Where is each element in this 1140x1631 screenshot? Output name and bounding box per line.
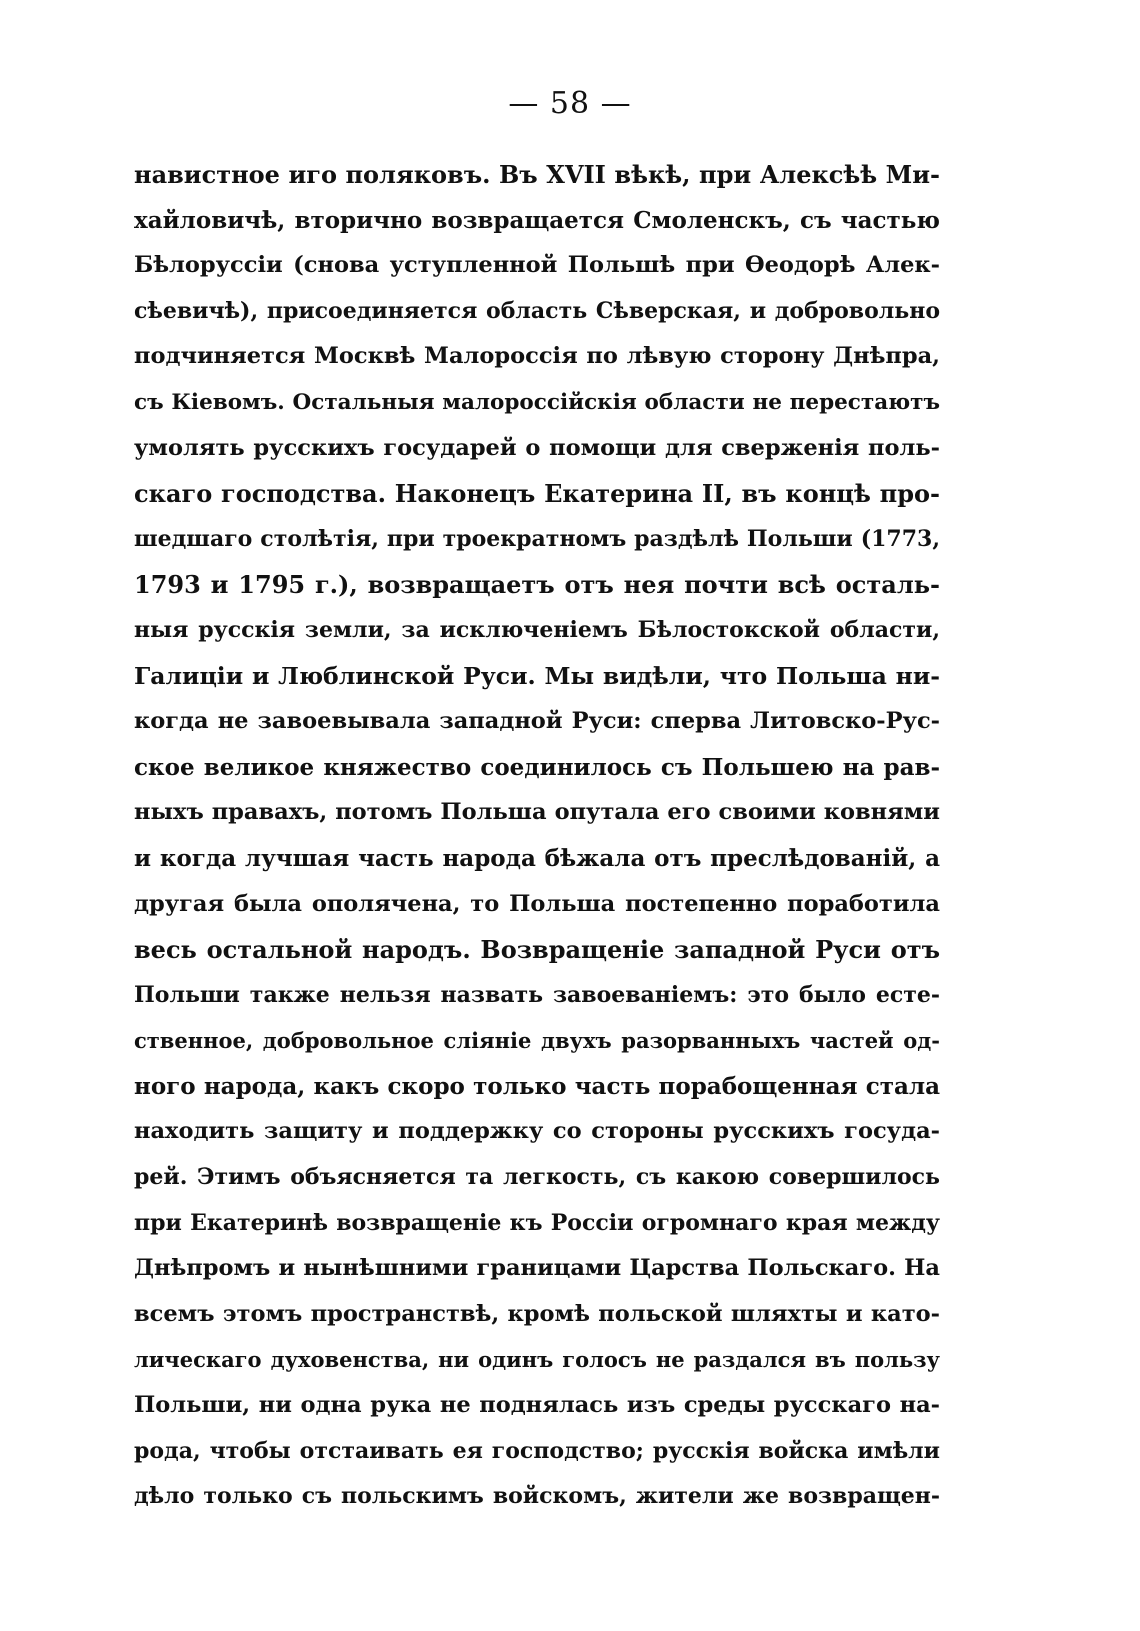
text-line: Польши, ни одна рука не поднялась изъ среды русскаго на-: [134, 1392, 940, 1419]
text-line: находить защиту и поддержку со стороны русскихъ госуда-: [134, 1118, 940, 1145]
text-line: другая была ополячена, то Польша постепенно поработила: [134, 890, 940, 917]
text-line: ныя русскія земли, за исключеніемъ Бѣлостокской области,: [134, 616, 940, 643]
text-line: ское великое княжество соединилось съ Польшею на рав-: [134, 753, 940, 781]
text-line: рода, чтобы отстаивать ея господство; русскія войска имѣли: [134, 1437, 940, 1464]
text-line: весь остальной народъ. Возвращеніе западной Руси отъ: [134, 935, 940, 965]
text-line: навистное иго поляковъ. Въ XVII вѣкѣ, при Алексѣѣ Ми-: [134, 160, 940, 189]
page-number: — 58 —: [508, 86, 632, 121]
text-line: Бѣлоруссіи (снова уступленной Польшѣ при Ѳеодорѣ Алек-: [134, 252, 940, 279]
text-line: рей. Этимъ объясняется та легкость, съ какою совершилось: [134, 1164, 940, 1191]
text-line: ственное, добровольное сліяніе двухъ разорванныхъ частей од-: [134, 1028, 940, 1054]
text-line: скаго господства. Наконецъ Екатерина II, въ концѣ про-: [134, 479, 940, 509]
text-line: и когда лучшая часть народа бѣжала отъ преслѣдованій, а: [134, 844, 940, 872]
text-line: умолять русскихъ государей о помощи для сверженія поль-: [134, 434, 940, 461]
text-line: хайловичѣ, вторично возвращается Смоленскъ, съ частью: [134, 206, 940, 234]
body-text: [134, 152, 940, 1520]
text-line: лическаго духовенства, ни одинъ голосъ не раздался въ пользу: [134, 1347, 940, 1373]
text-line: дѣло только съ польскимъ войскомъ, жители же возвращен-: [134, 1483, 940, 1510]
text-line: съ Кіевомъ. Остальныя малороссійскія области не перестаютъ: [134, 389, 940, 415]
text-line: ного народа, какъ скоро только часть порабощенная стала: [134, 1072, 940, 1100]
text-line: подчиняется Москвѣ Малороссія по лѣвую сторону Днѣпра,: [134, 343, 940, 370]
text-line: шедшаго столѣтія, при троекратномъ раздѣлѣ Польши (1773,: [134, 525, 940, 552]
text-line: сѣевичѣ), присоединяется область Сѣверская, и добровольно: [134, 297, 940, 324]
text-line: всемъ этомъ пространствѣ, кромѣ польской шляхты и като-: [134, 1300, 940, 1327]
text-line: 1793 и 1795 г.), возвращаетъ отъ нея почти всѣ осталь-: [134, 570, 940, 600]
text-line: при Екатеринѣ возвращеніе къ Россіи огромнаго края между: [134, 1209, 940, 1236]
text-line: ныхъ правахъ, потомъ Польша опутала его своими ковнями: [134, 799, 940, 826]
text-line: Галиціи и Люблинской Руси. Мы видѣли, что Польша ни-: [134, 661, 940, 690]
text-line: Польши также нельзя назвать завоеваніемъ: это было есте-: [134, 981, 940, 1008]
text-line: Днѣпромъ и нынѣшними границами Царства Польскаго. На: [134, 1255, 940, 1282]
text-line: когда не завоевывала западной Руси: сперва Литовско-Рус-: [134, 708, 940, 735]
